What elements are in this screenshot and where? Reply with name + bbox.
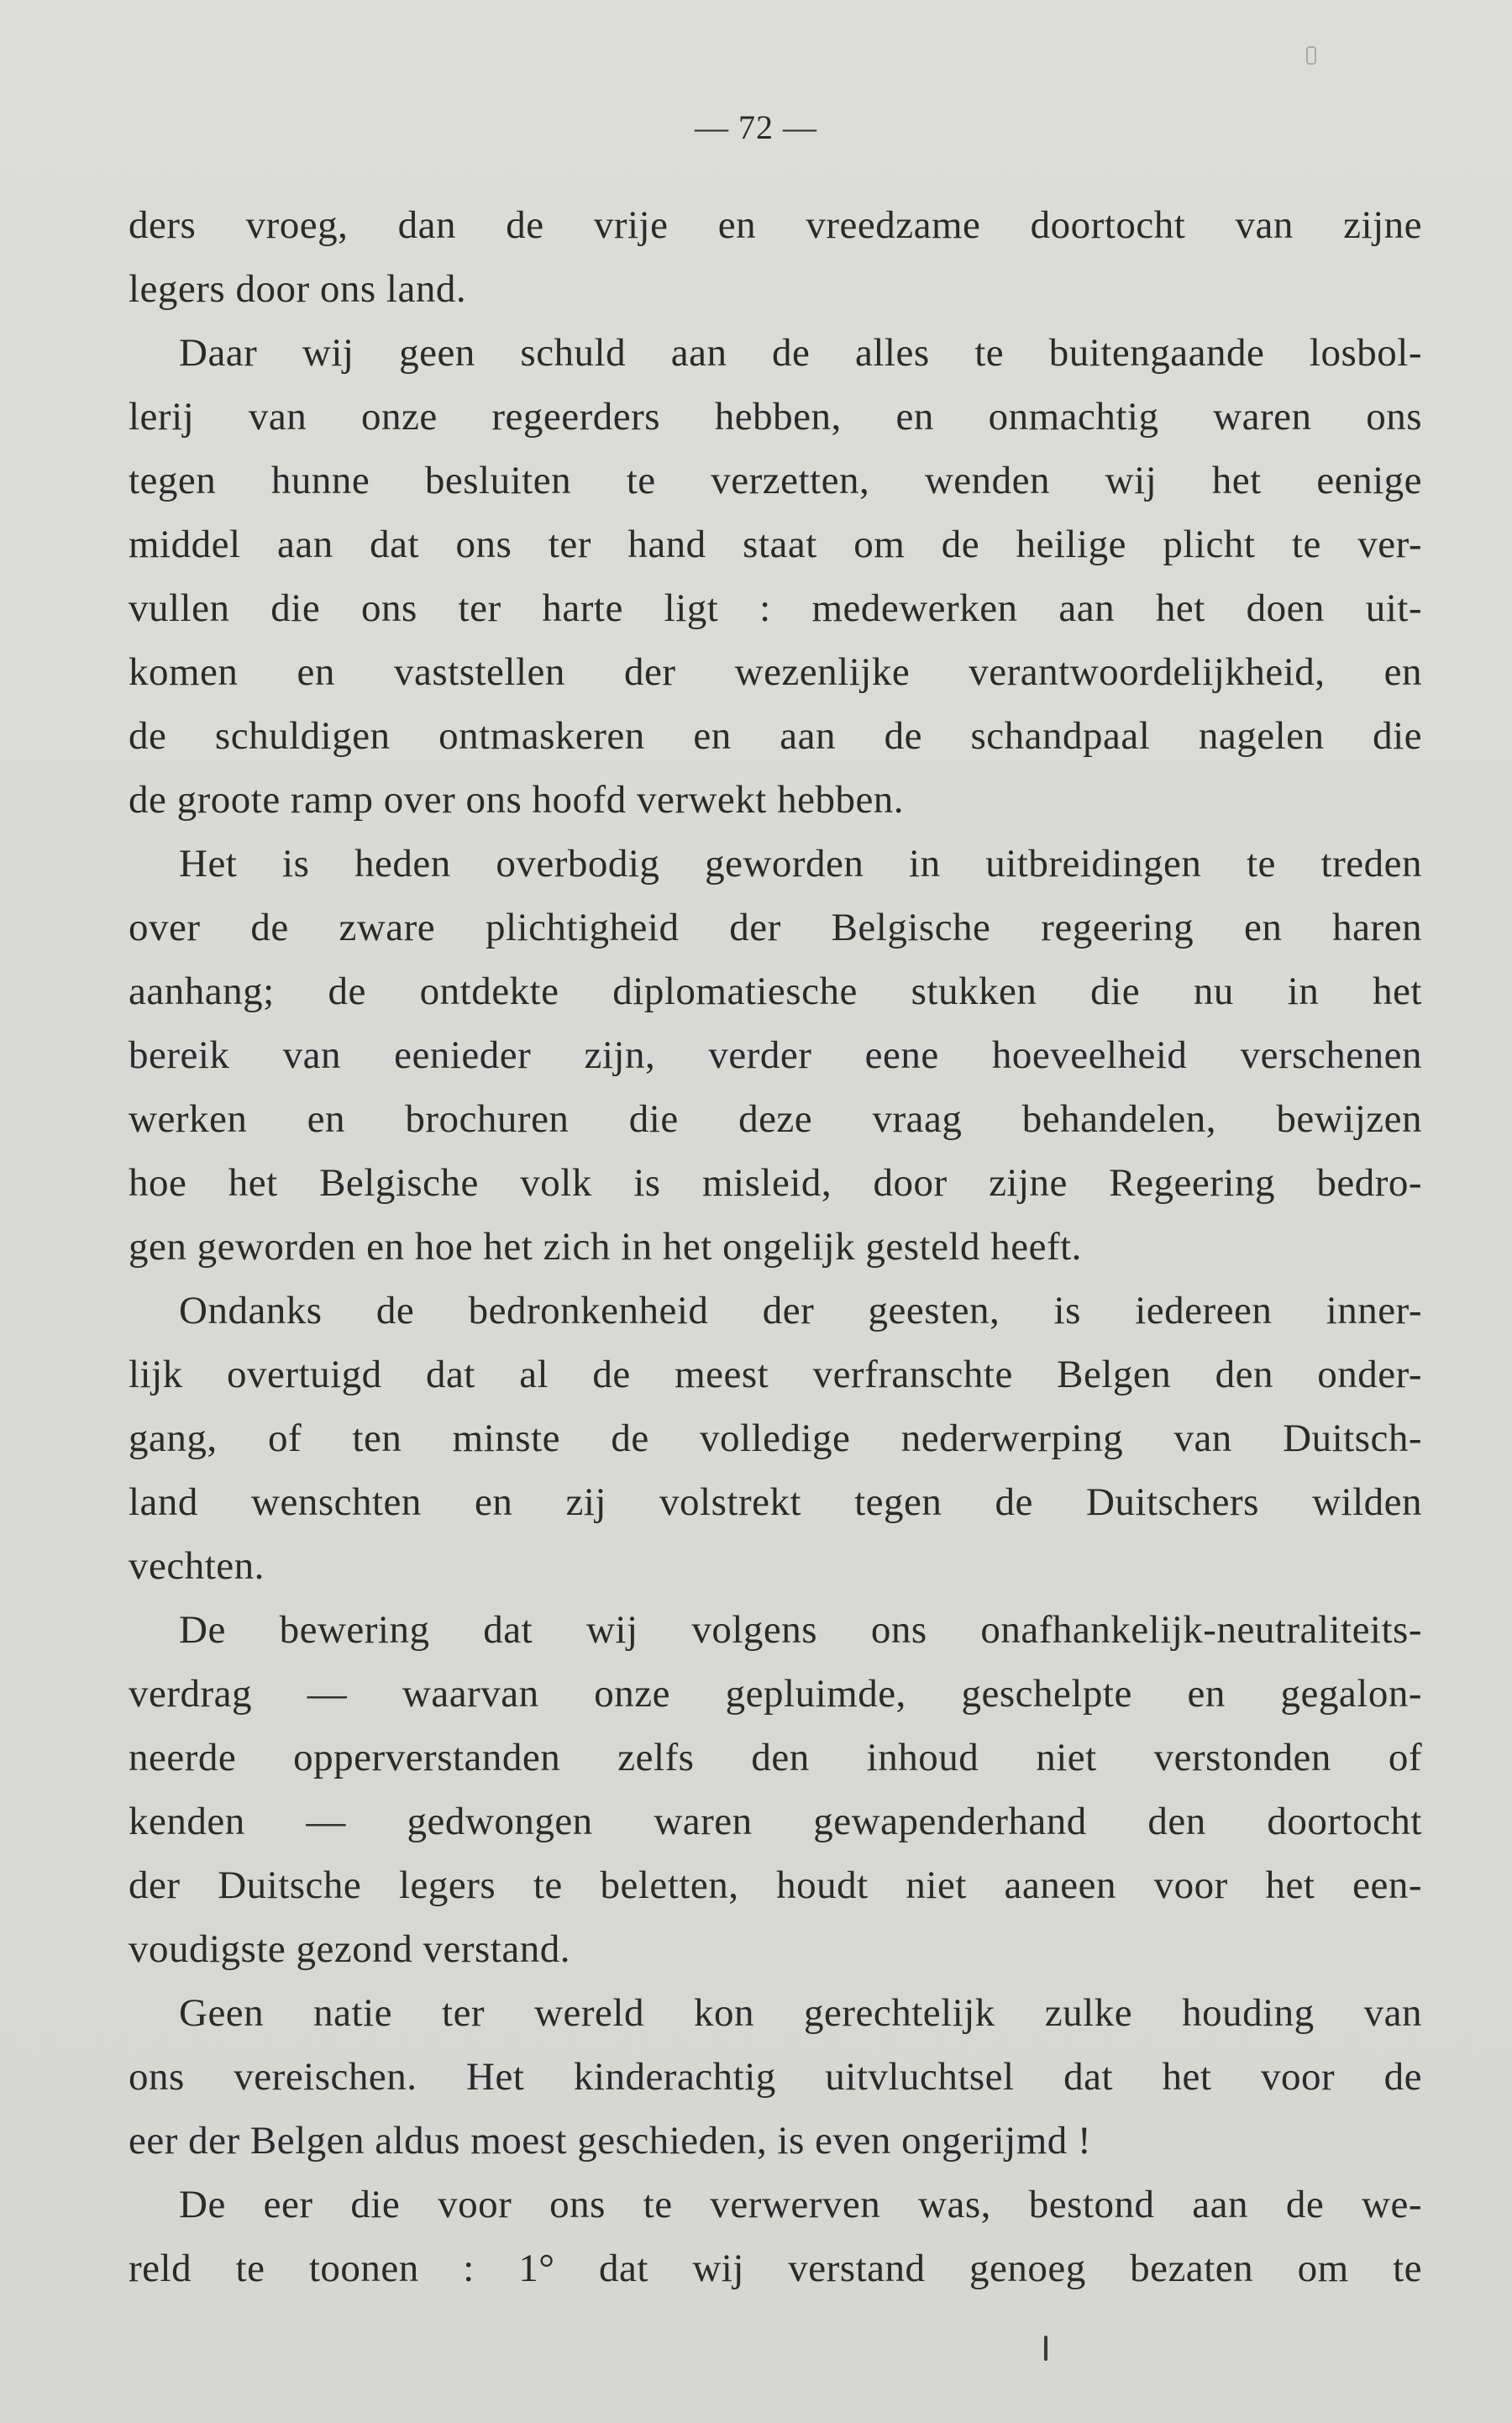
text-line: De eer die voor ons te verwerven was, bestond aan de we-	[179, 2183, 1422, 2226]
text-line: de schuldigen ontmaskeren en aan de schandpaal nagelen die	[129, 714, 1422, 758]
text-line: vechten.	[129, 1544, 265, 1588]
footer-ink-mark	[1044, 2336, 1047, 2361]
text-line: de groote ramp over ons hoofd verwekt hebben.	[129, 778, 905, 822]
text-line: ders vroeg, dan de vrije en vreedzame doortocht van zijne	[129, 203, 1422, 247]
text-line: De bewering dat wij volgens ons onafhankelijk-neutraliteits-	[179, 1608, 1422, 1652]
text-line: kenden — gedwongen waren gewapenderhand den doortocht	[129, 1800, 1422, 1843]
text-line: land wenschten en zij volstrekt tegen de Duitschers wilden	[129, 1480, 1422, 1524]
text-line: werken en brochuren die deze vraag behandelen, bewijzen	[129, 1097, 1422, 1141]
text-line: voudigste gezond verstand.	[129, 1927, 570, 1971]
text-line: vullen die ons ter harte ligt : medewerken aan het doen uit-	[129, 586, 1422, 630]
text-line: Ondanks de bedronkenheid der geesten, is iedereen inner-	[179, 1289, 1422, 1332]
page-corner-mark	[1306, 46, 1316, 65]
text-line: over de zware plichtigheid der Belgische regeering en haren	[129, 906, 1422, 949]
text-line: middel aan dat ons ter hand staat om de heilige plicht te ver-	[129, 523, 1422, 566]
text-line: lerij van onze regeerders hebben, en onmachtig waren ons	[129, 395, 1422, 439]
page-number: — 72 —	[695, 108, 817, 146]
text-line: gang, of ten minste de volledige nederwerping van Duitsch-	[129, 1416, 1422, 1460]
text-line: reld te toonen : 1° dat wij verstand genoeg bezaten om te	[129, 2247, 1422, 2290]
text-line: eer der Belgen aldus moest geschieden, is even ongerijmd !	[129, 2119, 1092, 2163]
text-line: lijk overtuigd dat al de meest verfranschte Belgen den onder-	[129, 1353, 1422, 1396]
text-line: Het is heden overbodig geworden in uitbreidingen te treden	[179, 842, 1422, 886]
text-line: aanhang; de ontdekte diplomatiesche stukken die nu in het	[129, 970, 1422, 1013]
text-line: hoe het Belgische volk is misleid, door zijne Regeering bedro-	[129, 1161, 1422, 1205]
text-line: bereik van eenieder zijn, verder eene hoeveelheid verschenen	[129, 1033, 1422, 1077]
text-line: tegen hunne besluiten te verzetten, wenden wij het eenige	[129, 459, 1422, 502]
text-line: ons vereischen. Het kinderachtig uitvluchtsel dat het voor de	[129, 2055, 1422, 2099]
text-line: legers door ons land.	[129, 267, 467, 311]
text-line: Daar wij geen schuld aan de alles te buitengaande losbol-	[179, 331, 1422, 375]
text-line: verdrag — waarvan onze gepluimde, geschelpte en gegalon-	[129, 1672, 1422, 1716]
text-line: Geen natie ter wereld kon gerechtelijk zulke houding van	[179, 1991, 1422, 2035]
text-line: gen geworden en hoe het zich in het ongelijk gesteld heeft.	[129, 1225, 1082, 1269]
text-line: der Duitsche legers te beletten, houdt niet aaneen voor het een-	[129, 1863, 1422, 1907]
text-line: komen en vaststellen der wezenlijke verantwoordelijkheid, en	[129, 650, 1422, 694]
body-text	[129, 193, 1422, 2300]
text-line: neerde opperverstanden zelfs den inhoud niet verstonden of	[129, 1736, 1422, 1779]
